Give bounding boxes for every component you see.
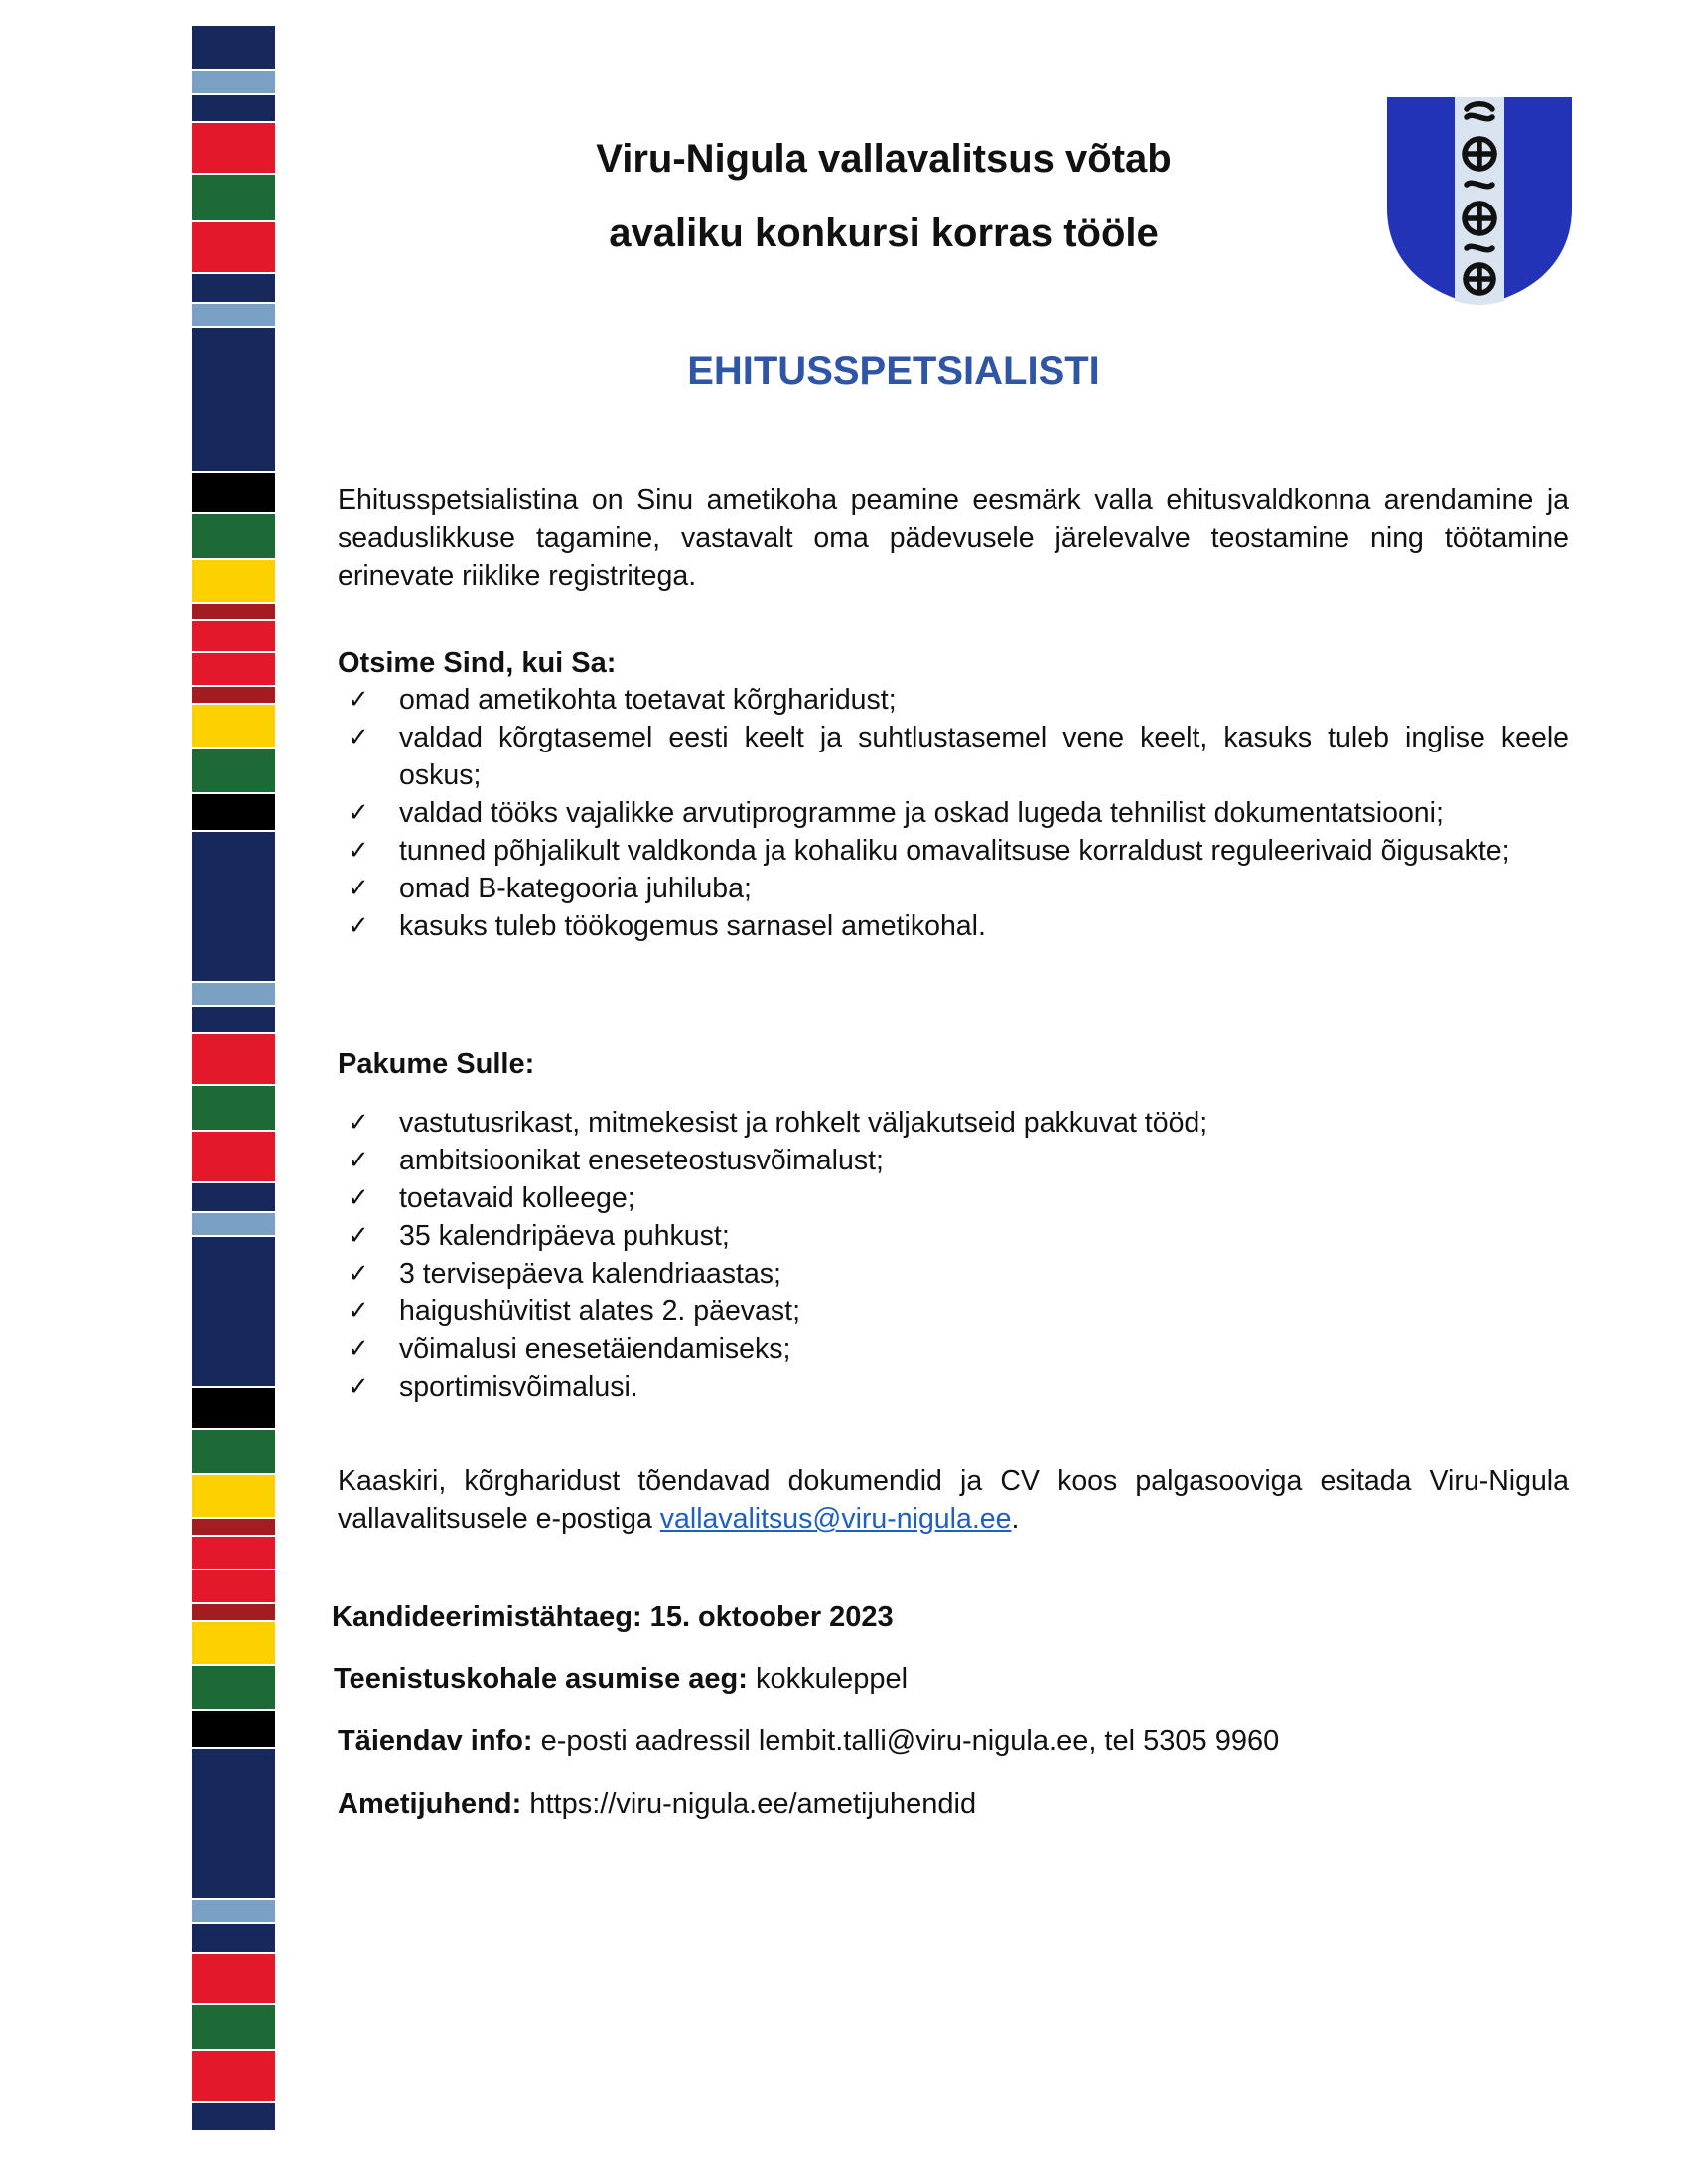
list-item — [338, 1368, 1569, 1406]
list-item — [338, 1217, 1569, 1255]
stripe-segment — [192, 175, 275, 222]
stripe-segment — [192, 1954, 275, 2005]
stripe-segment — [192, 222, 275, 274]
stripe-segment — [192, 2103, 275, 2132]
stripe-segment — [192, 95, 275, 123]
list-item-text: kasuks tuleb töökogemus sarnasel ametikohal. — [399, 910, 986, 942]
offer-list — [338, 1104, 1569, 1406]
stripe-segment — [192, 1237, 275, 1388]
checkmark-icon: ✓ — [348, 1183, 369, 1213]
stripe-segment — [192, 71, 275, 95]
list-item-text: ambitsioonikat eneseteostusvõimalust; — [399, 1145, 884, 1176]
stripe-segment — [192, 749, 275, 794]
stripe-segment — [192, 1388, 275, 1430]
stripe-segment — [192, 1900, 275, 1924]
checkmark-icon: ✓ — [348, 798, 369, 828]
stripe-segment — [192, 1604, 275, 1622]
checkmark-icon: ✓ — [348, 1334, 369, 1364]
stripe-segment — [192, 2005, 275, 2051]
list-item-text: sportimisvõimalusi. — [399, 1371, 638, 1403]
stripe-segment — [192, 1622, 275, 1666]
list-item — [338, 719, 1569, 794]
stripe-segment — [192, 304, 275, 328]
stripe-segment — [192, 621, 275, 653]
stripe-segment — [192, 1519, 275, 1537]
stripe-segment — [192, 653, 275, 687]
list-item-text: 3 tervisepäeva kalendriaastas; — [399, 1258, 781, 1290]
stripe-segment — [192, 1666, 275, 1711]
list-item-text: haigushüvitist alates 2. päevast; — [399, 1296, 800, 1327]
stripe-segment — [192, 560, 275, 604]
list-item — [338, 1104, 1569, 1142]
stripe-segment — [192, 604, 275, 621]
stripe-segment — [192, 687, 275, 705]
info-label: Täiendav info: — [338, 1725, 533, 1757]
application-email-link[interactable]: vallavalitsus@viru-nigula.ee — [659, 1503, 1012, 1535]
stripe-segment — [192, 1034, 275, 1086]
checkmark-icon: ✓ — [348, 685, 369, 715]
stripe-segment — [192, 1007, 275, 1034]
stripe-segment — [192, 26, 275, 71]
coat-of-arms-logo — [1387, 97, 1572, 305]
stripe-segment — [192, 1213, 275, 1237]
stripe-segment — [192, 1475, 275, 1519]
job-description-label: Ametijuhend: — [338, 1788, 522, 1820]
stripe-segment — [192, 1749, 275, 1900]
checkmark-icon: ✓ — [348, 1108, 369, 1138]
checkmark-icon: ✓ — [348, 723, 369, 752]
start-label: Teenistuskohale asumise aeg: — [334, 1663, 748, 1695]
stripe-segment — [192, 1430, 275, 1475]
list-item — [338, 832, 1569, 870]
stripe-segment — [192, 1537, 275, 1570]
list-item — [338, 681, 1569, 719]
list-item — [338, 907, 1569, 945]
stripe-segment — [192, 514, 275, 560]
list-item — [338, 1255, 1569, 1293]
list-item-text: 35 kalendripäeva puhkust; — [399, 1220, 730, 1252]
job-description-value: https://viru-nigula.ee/ametijuhendid — [529, 1788, 977, 1820]
stripe-segment — [192, 274, 275, 304]
stripe-segment — [192, 1183, 275, 1213]
stripe-segment — [192, 832, 275, 983]
list-item — [338, 794, 1569, 832]
stripe-segment — [192, 1924, 275, 1954]
title-line-2: avaliku konkursi korras tööle — [609, 211, 1159, 255]
list-item — [338, 1293, 1569, 1330]
stripe-segment — [192, 328, 275, 473]
deadline-line: Kandideerimistähtaeg: 15. oktoober 2023 — [332, 1601, 894, 1633]
stripe-segment — [192, 123, 275, 175]
position-title: EHITUSSPETSIALISTI — [687, 349, 1100, 393]
checkmark-icon: ✓ — [348, 836, 369, 866]
list-item — [338, 870, 1569, 907]
checkmark-icon: ✓ — [348, 1146, 369, 1175]
application-end: . — [1011, 1503, 1020, 1535]
list-item — [338, 1179, 1569, 1217]
list-item-text: toetavaid kolleege; — [399, 1182, 635, 1214]
list-item-text: valdad kõrgtasemel eesti keelt ja suhtlustasemel vene keelt, kasuks tuleb inglise keele oskus; — [399, 722, 1569, 791]
checkmark-icon: ✓ — [348, 1221, 369, 1251]
title-line-1: Viru-Nigula vallavalitsus võtab — [596, 137, 1172, 181]
job-description-line — [338, 1788, 976, 1821]
start-value: kokkuleppel — [755, 1663, 909, 1695]
info-line — [338, 1725, 1279, 1758]
list-item-text: valdad tööks vajalikke arvutiprogramme ja oskad lugeda tehnilist dokumentatsiooni; — [399, 797, 1444, 829]
info-value: e-posti aadressil lembit.talli@viru-nigula.ee, tel 5305 9960 — [540, 1725, 1280, 1757]
application-paragraph — [338, 1462, 1569, 1538]
stripe-segment — [192, 1570, 275, 1604]
decorative-stripe-band — [192, 26, 275, 2174]
stripe-segment — [192, 794, 275, 832]
list-item-text: omad ametikohta toetavat kõrgharidust; — [399, 684, 897, 716]
list-item-text: tunned põhjalikult valdkonda ja kohaliku omavalitsuse korraldust reguleerivaid õigusakte; — [399, 835, 1510, 867]
requirements-list — [338, 681, 1569, 945]
requirements-heading: Otsime Sind, kui Sa: — [338, 647, 617, 679]
start-line — [334, 1663, 908, 1696]
list-item-text: võimalusi enesetäiendamiseks; — [399, 1333, 791, 1365]
list-item — [338, 1330, 1569, 1368]
stripe-segment — [192, 1086, 275, 1132]
list-item — [338, 1142, 1569, 1179]
stripe-segment — [192, 1711, 275, 1749]
application-text: Kaaskiri, kõrgharidust tõendavad dokumendid ja CV koos palgasooviga esitada Viru-Nigula vallavalitsusele e-postiga — [338, 1465, 1569, 1535]
checkmark-icon: ✓ — [348, 1372, 369, 1402]
list-item-text: omad B-kategooria juhiluba; — [399, 873, 752, 904]
offer-heading: Pakume Sulle: — [338, 1048, 535, 1080]
stripe-segment — [192, 1132, 275, 1183]
stripe-segment — [192, 705, 275, 749]
intro-paragraph: Ehitusspetsialistina on Sinu ametikoha peamine eesmärk valla ehitusvaldkonna arendamine ja seaduslikkuse tagamine, vastavalt oma pädevusele järelevalve teostamine ning töötamine erinevate riiklike registritega. — [338, 484, 1569, 592]
checkmark-icon: ✓ — [348, 1259, 369, 1289]
checkmark-icon: ✓ — [348, 911, 369, 941]
stripe-segment — [192, 2051, 275, 2103]
checkmark-icon: ✓ — [348, 874, 369, 903]
checkmark-icon: ✓ — [348, 1297, 369, 1326]
list-item-text: vastutusrikast, mitmekesist ja rohkelt väljakutseid pakkuvat tööd; — [399, 1107, 1208, 1139]
stripe-segment — [192, 983, 275, 1007]
stripe-segment — [192, 473, 275, 514]
